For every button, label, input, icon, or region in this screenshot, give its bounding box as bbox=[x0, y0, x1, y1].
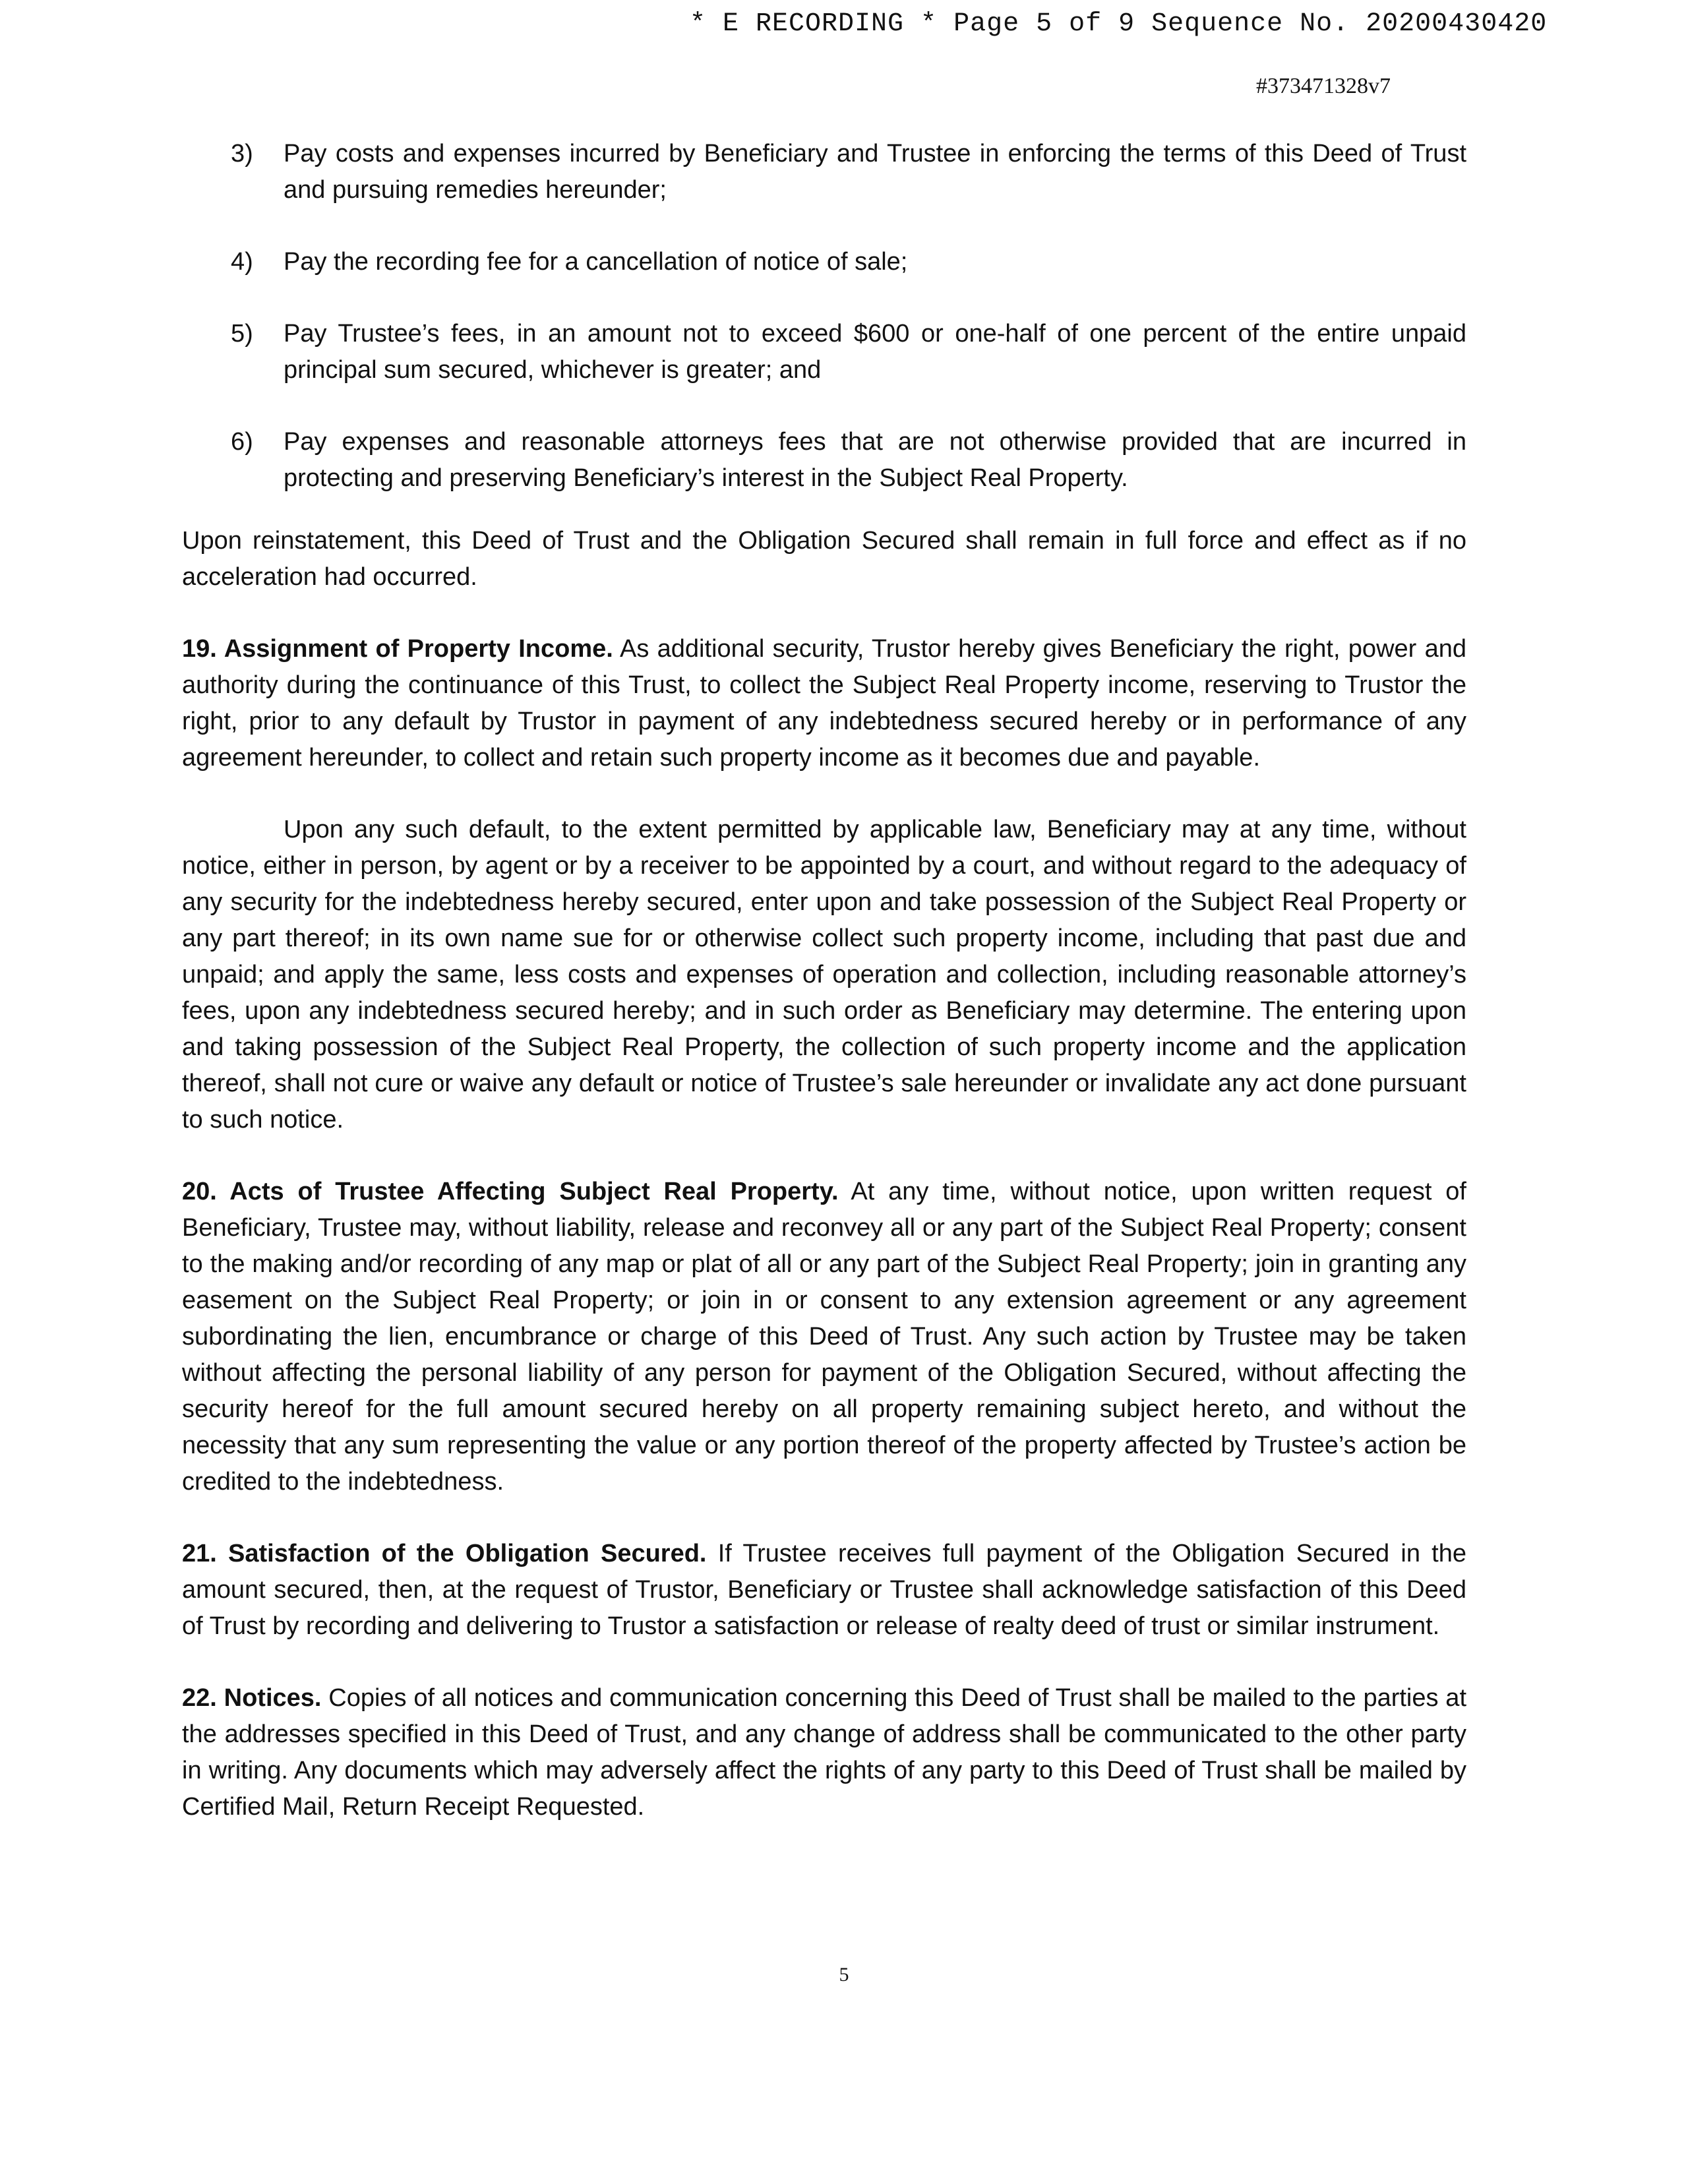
list-item bbox=[182, 136, 1466, 208]
section-19-text: As additional security, Trustor hereby gives Beneficiary the right, power and authority during the continuance of this Trust, to collect the Subject Real Property income, reserving to Trustor the right, prior to any default by Trustor in payment of any indebtedness secured hereby or in performance of any agreement hereunder, to collect and retain such property income as it becomes due and payable. bbox=[182, 635, 1466, 772]
section-20-paragraph bbox=[182, 1174, 1466, 1500]
section-22-heading: 22. Notices. bbox=[182, 1684, 322, 1712]
list-item-text: Pay the recording fee for a cancellation of notice of sale; bbox=[284, 248, 908, 276]
document-id: #373471328v7 bbox=[1256, 74, 1391, 98]
section-22-paragraph bbox=[182, 1680, 1466, 1825]
section-21-heading: 21. Satisfaction of the Obligation Secured. bbox=[182, 1540, 707, 1567]
section-21-text: If Trustee receives full payment of the Obligation Secured in the amount secured, then, at the request of Trustor, Beneficiary or Trustee shall acknowledge satisfaction of this Deed of Trust by recording and delivering to Trustor a satisfaction or release of realty deed of trust or similar instrument. bbox=[182, 1540, 1466, 1640]
list-item bbox=[182, 316, 1466, 388]
list-item bbox=[182, 244, 1466, 280]
list-item-number: 6) bbox=[231, 428, 253, 456]
list-item-number: 5) bbox=[231, 320, 253, 348]
list-item-number: 4) bbox=[231, 248, 253, 276]
list-item-number: 3) bbox=[231, 140, 253, 167]
section-20-text: At any time, without notice, upon written request of Beneficiary, Trustee may, without liability, release and reconvey all or any part of the Subject Real Property; consent to the making and/or recording of any map or plat of all or any part of the Subject Real Property; join in granting any easement on the Subject Real Property; or join in or consent to any extension agreement or any agreement subordinating the lien, encumbrance or charge of this Deed of Trust. Any such action by Trustee may be taken without affecting the personal liability of any person for payment of the Obligation Secured, without affecting the security hereof for the full amount secured hereby on all property remaining subject hereto, and without the necessity that any sum representing the value or any portion thereof of the property affected by Trustee’s action be credited to the indebtedness. bbox=[182, 1178, 1466, 1496]
section-19-continuation-paragraph bbox=[182, 812, 1466, 1138]
recording-stamp: * E RECORDING * Page 5 of 9 Sequence No. 20200430420 bbox=[690, 9, 1548, 39]
list-item bbox=[182, 424, 1466, 497]
section-21-paragraph bbox=[182, 1536, 1466, 1645]
page-number: 5 bbox=[839, 1964, 849, 1986]
section-19-paragraph bbox=[182, 631, 1466, 776]
reinstatement-paragraph: Upon reinstatement, this Deed of Trust and the Obligation Secured shall remain in full force and effect as if no acceleration had occurred. bbox=[182, 527, 1466, 591]
list-item-text: Pay Trustee’s fees, in an amount not to exceed $600 or one-half of one percent of the entire unpaid principal sum secured, whichever is greater; and bbox=[284, 320, 1466, 384]
list-item-text: Pay expenses and reasonable attorneys fees that are not otherwise provided that are incurred in protecting and preserving Beneficiary’s interest in the Subject Real Property. bbox=[284, 428, 1466, 492]
section-22-text: Copies of all notices and communication concerning this Deed of Trust shall be mailed to the parties at the addresses specified in this Deed of Trust, and any change of address shall be communicated to the other party in writing. Any documents which may adversely affect the rights of any party to this Deed of Trust shall be mailed by Certified Mail, Return Receipt Requested. bbox=[182, 1684, 1466, 1821]
document-body bbox=[182, 136, 1466, 1825]
section-19-continuation-text: Upon any such default, to the extent permitted by applicable law, Beneficiary may at any time, without notice, either in person, by agent or by a receiver to be appointed by a court, and without regard to the adequacy of any security for the indebtedness hereby secured, enter upon and take possession of the Subject Real Property or any part thereof; in its own name sue for or otherwise collect such property income, including that past due and unpaid; and apply the same, less costs and expenses of operation and collection, including reasonable attorney’s fees, upon any indebtedness secured hereby; and in such order as Beneficiary may determine. The entering upon and taking possession of the Subject Real Property, the collection of such property income and the application thereof, shall not cure or waive any default or notice of Trustee’s sale hereunder or invalidate any act done pursuant to such notice. bbox=[182, 816, 1466, 1134]
section-20-heading: 20. Acts of Trustee Affecting Subject Real Property. bbox=[182, 1178, 839, 1205]
list-item-text: Pay costs and expenses incurred by Beneficiary and Trustee in enforcing the terms of this Deed of Trust and pursuing remedies hereunder; bbox=[284, 140, 1466, 204]
section-19-heading: 19. Assignment of Property Income. bbox=[182, 635, 613, 663]
